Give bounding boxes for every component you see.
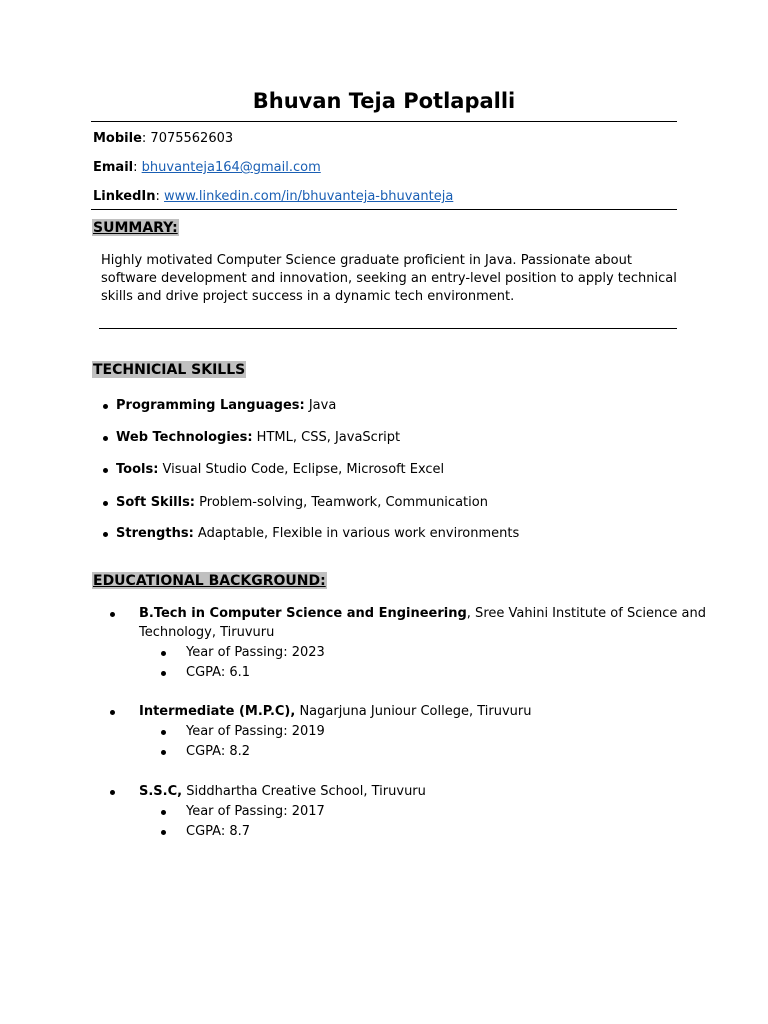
- education-entry: [139, 784, 426, 799]
- bullet-icon: [103, 468, 108, 473]
- bullet-icon: [103, 404, 108, 409]
- cgpa: CGPA: 8.2: [186, 744, 251, 759]
- education-entry: [139, 606, 706, 621]
- degree: S.S.C,: [139, 784, 183, 799]
- mobile-value: 7075562603: [150, 131, 234, 146]
- degree: B.Tech in Computer Science and Engineering: [139, 606, 467, 621]
- education-entry: [139, 704, 532, 719]
- institution: , Sree Vahini Institute of Science and: [466, 606, 706, 621]
- linkedin-label: LinkedIn: [93, 189, 156, 204]
- summary-heading: SUMMARY:: [93, 220, 178, 236]
- bullet-icon: [103, 436, 108, 441]
- skill-item: Web Technologies: HTML, CSS, JavaScript: [116, 430, 401, 445]
- institution: Nagarjuna Juniour College, Tiruvuru: [295, 704, 532, 719]
- mobile-label: Mobile: [93, 131, 142, 146]
- bullet-icon: [110, 790, 115, 795]
- contact-linkedin: LinkedIn: www.linkedin.com/in/bhuvanteja-bhuvanteja: [93, 189, 454, 204]
- skill-item: Programming Languages: Java: [116, 398, 337, 413]
- cgpa: CGPA: 8.7: [186, 824, 251, 839]
- candidate-name: Bhuvan Teja Potlapalli: [252, 89, 516, 113]
- institution: Siddhartha Creative School, Tiruvuru: [182, 784, 426, 799]
- contact-mobile: Mobile: 7075562603: [93, 131, 234, 146]
- summary-text: Highly motivated Computer Science graduate proficient in Java. Passionate about software development and innovation, seeking an entry-level position to apply technical skills and drive project success in a dynamic tech environment.: [101, 253, 677, 304]
- summary-divider: [99, 328, 677, 329]
- contact-divider: [91, 209, 677, 210]
- bullet-icon: [161, 810, 166, 815]
- bullet-icon: [110, 612, 115, 617]
- bullet-icon: [161, 830, 166, 835]
- bullet-icon: [161, 671, 166, 676]
- bullet-icon: [161, 651, 166, 656]
- year-of-passing: Year of Passing: 2019: [186, 724, 325, 739]
- skill-item: Tools: Visual Studio Code, Eclipse, Microsoft Excel: [116, 462, 445, 477]
- bullet-icon: [103, 501, 108, 506]
- cgpa: CGPA: 6.1: [186, 665, 251, 680]
- email-link[interactable]: bhuvanteja164@gmail.com: [141, 160, 321, 175]
- institution-continued: Technology, Tiruvuru: [139, 625, 275, 640]
- bullet-icon: [110, 710, 115, 715]
- education-heading: EDUCATIONAL BACKGROUND:: [93, 573, 326, 589]
- year-of-passing: Year of Passing: 2023: [186, 645, 325, 660]
- linkedin-link[interactable]: www.linkedin.com/in/bhuvanteja-bhuvanteja: [164, 189, 454, 204]
- skills-heading: TECHNICIAL SKILLS: [93, 362, 246, 378]
- skill-item: Soft Skills: Problem-solving, Teamwork, Communication: [116, 495, 488, 510]
- degree: Intermediate (M.P.C),: [139, 704, 296, 719]
- email-label: Email: [93, 160, 134, 175]
- header-divider: [91, 121, 677, 122]
- bullet-icon: [161, 750, 166, 755]
- skill-item: Strengths: Adaptable, Flexible in various work environments: [116, 526, 520, 541]
- bullet-icon: [161, 730, 166, 735]
- bullet-icon: [103, 532, 108, 537]
- contact-email: Email: bhuvanteja164@gmail.com: [93, 160, 321, 175]
- year-of-passing: Year of Passing: 2017: [186, 804, 325, 819]
